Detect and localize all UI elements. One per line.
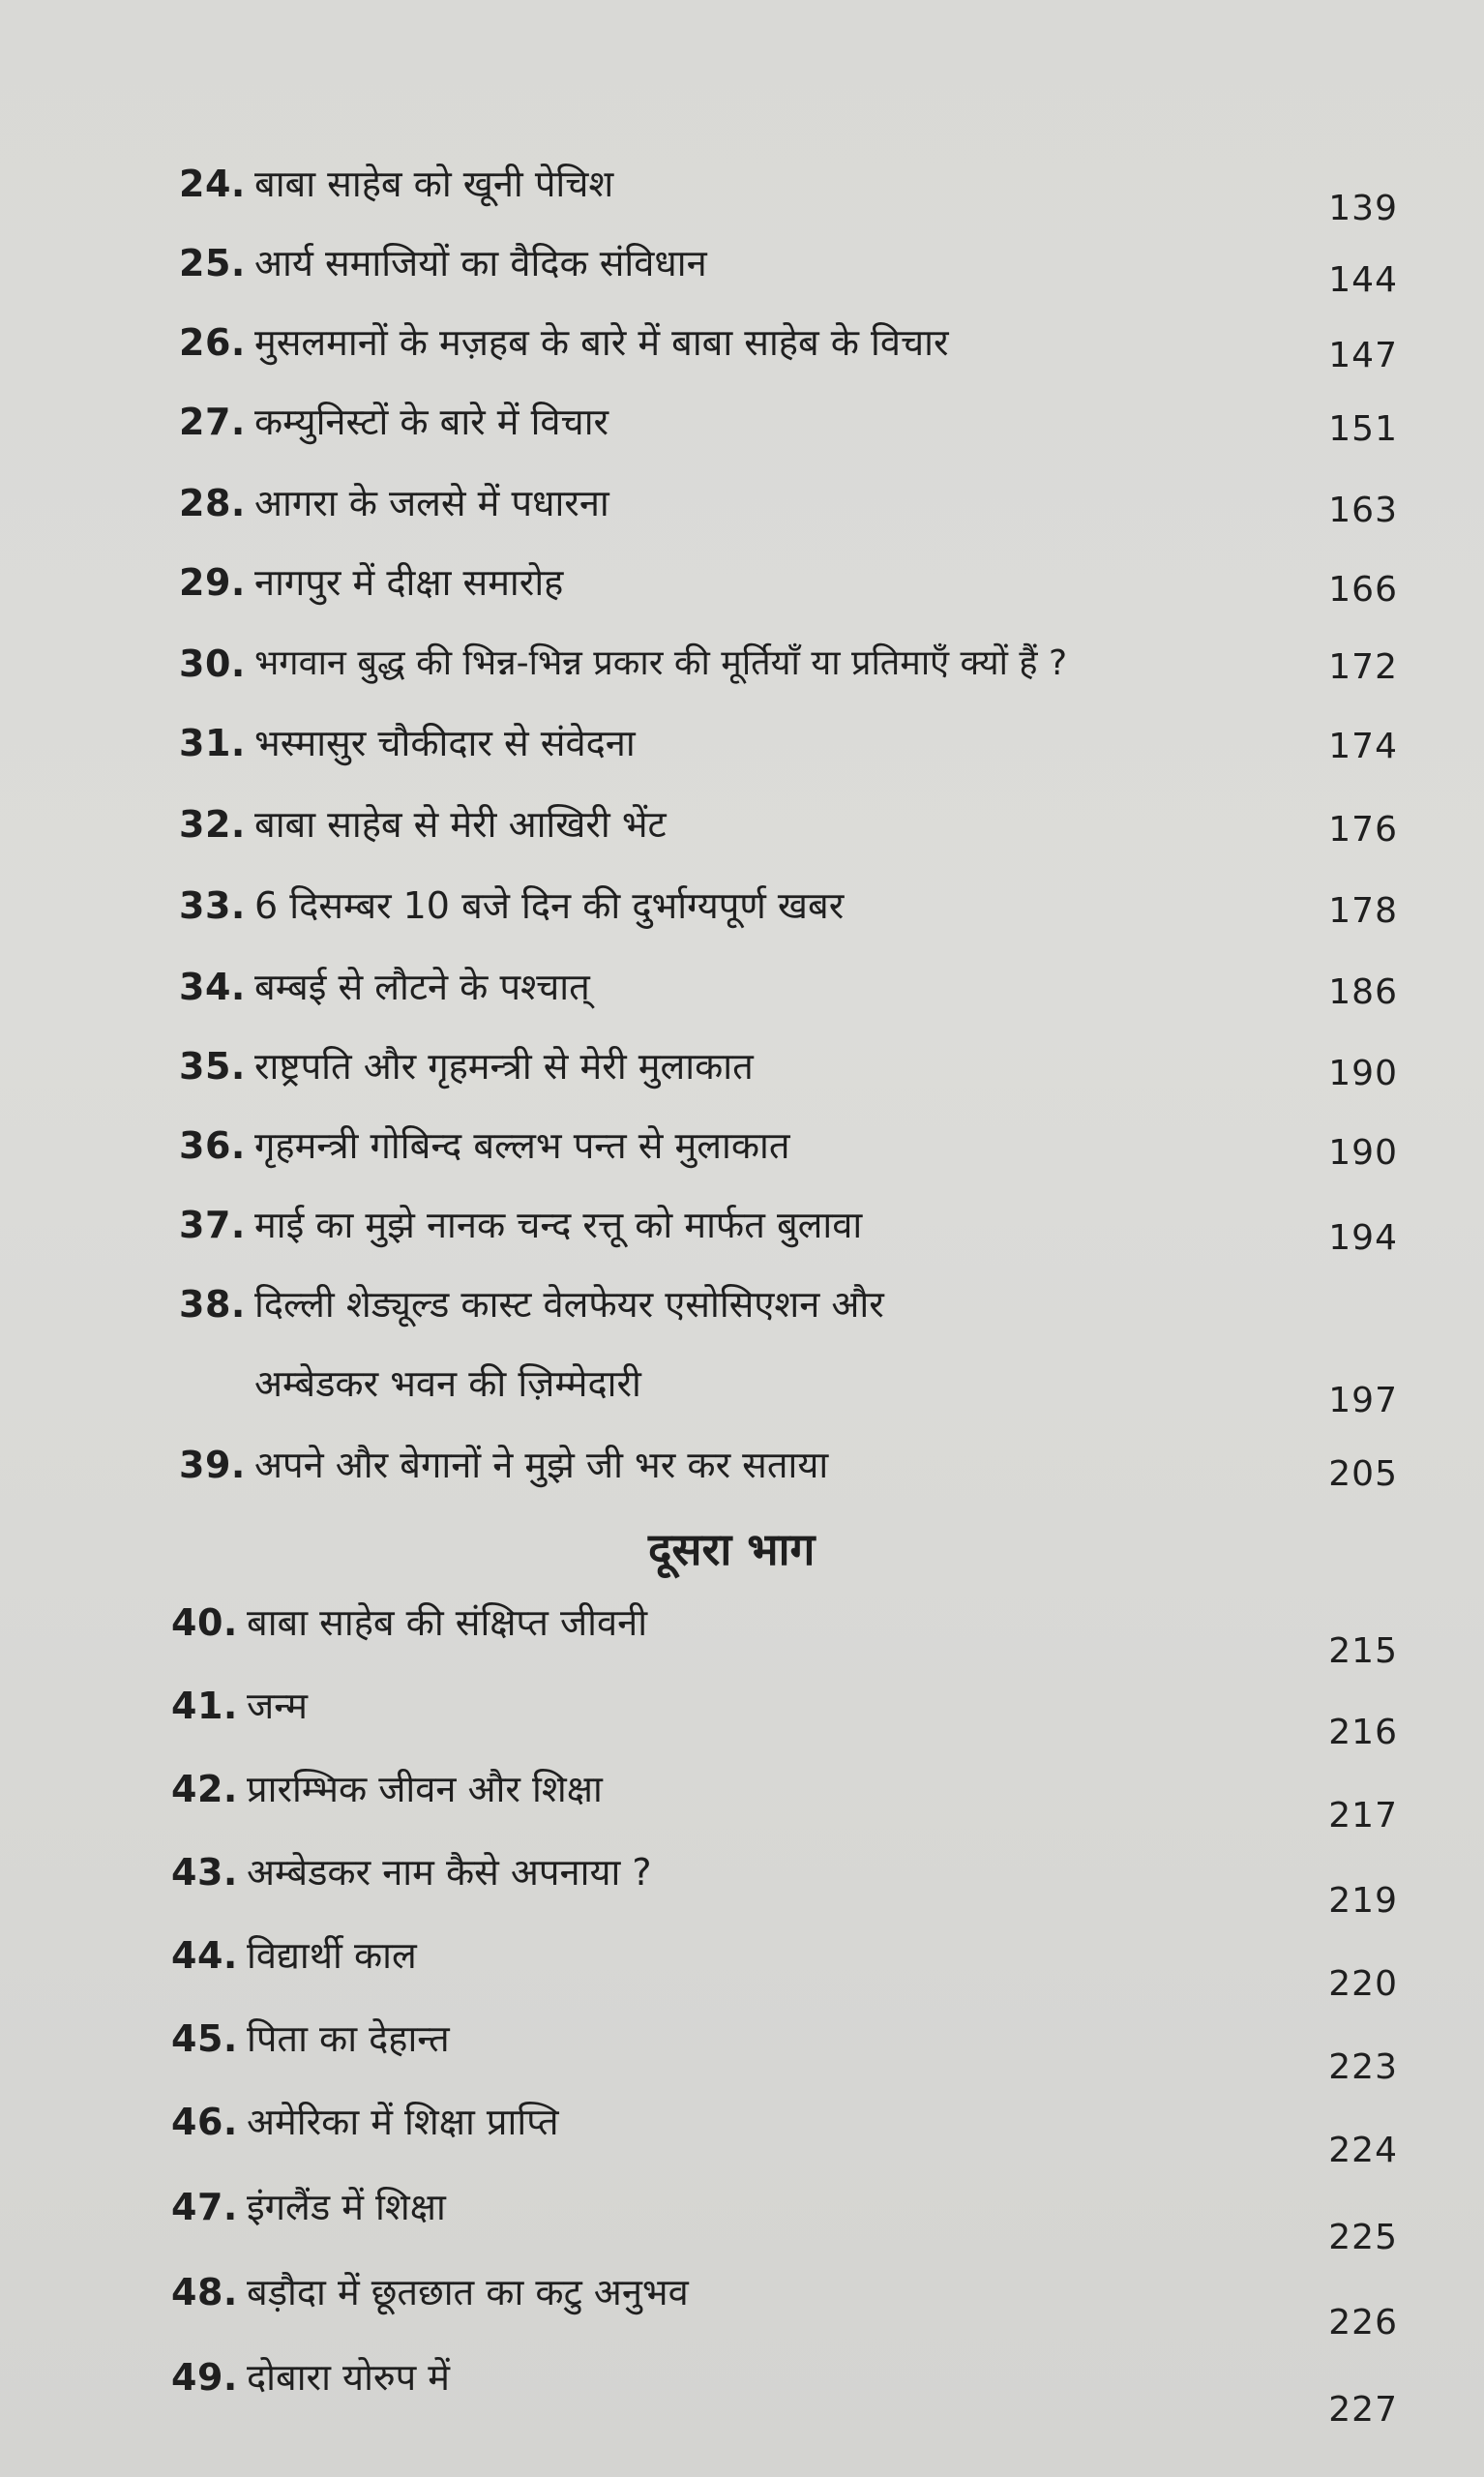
entry-number: 35. [179,1045,246,1088]
entry-title: बाबा साहेब से मेरी आखिरी भेंट [254,803,667,846]
entry-page-number: 178 [1328,891,1398,931]
toc-entry [171,1601,1398,1685]
entry-number: 45. [171,2017,238,2060]
toc-entry [179,884,1398,966]
entry-page-number: 197 [1328,1381,1398,1420]
entry-title-continued: अम्बेडकर भवन की ज़िम्मेदारी [254,1362,641,1405]
entry-number: 38. [179,1283,246,1326]
entry-number: 32. [179,803,246,846]
entry-number: 34. [179,966,246,1008]
entry-page-number: 190 [1328,1054,1398,1093]
entry-number: 27. [179,401,246,443]
entry-page-number: 219 [1328,1881,1398,1921]
toc-entry [179,966,1398,1045]
entry-number: 36. [179,1124,246,1167]
entry-title: भस्मासुर चौकीदार से संवेदना [254,722,636,764]
entry-number: 48. [171,2271,238,2313]
entry-number: 49. [171,2356,238,2399]
entry-title: दोबारा योरुप में [247,2356,451,2399]
toc-entry [179,242,1398,321]
toc-entry [179,1444,1398,1511]
entry-number: 44. [171,1934,238,1977]
entry-page-number: 144 [1328,260,1398,300]
toc-entry [171,1685,1398,1768]
toc-entry [179,321,1398,401]
toc-entry [179,482,1398,561]
entry-title: आगरा के जलसे में पधारना [254,482,609,524]
entry-page-number: 176 [1328,810,1398,850]
entry-page-number: 216 [1328,1713,1398,1752]
entry-title: अमेरिका में शिक्षा प्राप्ति [247,2101,559,2143]
entry-title: जन्म [247,1685,309,1727]
entry-page-number: 225 [1328,2218,1398,2257]
toc-entry [179,722,1398,803]
entry-title: कम्युनिस्टों के बारे में विचार [254,401,609,443]
entry-number: 33. [179,884,246,927]
toc-part-one [179,163,1398,1511]
toc-entry [171,2101,1398,2186]
toc-entry [171,2356,1398,2439]
entry-title: माई का मुझे नानक चन्द रत्तू को मार्फत बुलावा [254,1204,863,1246]
entry-page-number: 227 [1328,2390,1398,2430]
entry-title: इंगलैंड में शिक्षा [247,2186,446,2228]
entry-page-number: 172 [1328,647,1398,687]
entry-number: 31. [179,722,246,764]
entry-title: बड़ौदा में छूतछात का कटु अनुभव [247,2271,689,2313]
toc-entry [179,1283,1398,1444]
entry-title: 6 दिसम्बर 10 बजे दिन की दुर्भाग्यपूर्ण खबर [254,884,845,927]
entry-number: 25. [179,242,246,284]
toc-entry [171,2271,1398,2356]
entry-page-number: 174 [1328,727,1398,766]
entry-title: नागपुर में दीक्षा समारोह [254,561,564,604]
entry-number: 28. [179,482,246,524]
entry-title: विद्यार्थी काल [247,1934,417,1977]
entry-number: 37. [179,1204,246,1246]
entry-number: 41. [171,1685,238,1727]
entry-number: 47. [171,2186,238,2228]
entry-number: 42. [171,1768,238,1810]
entry-page-number: 224 [1328,2131,1398,2170]
toc-entry [179,561,1398,642]
entry-number: 43. [171,1851,238,1894]
entry-page-number: 151 [1328,409,1398,449]
entry-number: 24. [179,163,246,205]
entry-title: गृहमन्त्री गोबिन्द बल्लभ पन्त से मुलाकात [254,1124,790,1167]
entry-page-number: 186 [1328,972,1398,1012]
entry-page-number: 166 [1328,570,1398,610]
entry-number: 39. [179,1444,246,1486]
entry-page-number: 194 [1328,1218,1398,1258]
toc-part-two [171,1601,1398,2439]
entry-title: दिल्ली शेड्यूल्ड कास्ट वेलफेयर एसोसिएशन और [254,1283,884,1326]
entry-title: बाबा साहेब को खूनी पेचिश [254,163,614,205]
entry-page-number: 217 [1328,1796,1398,1835]
entry-page-number: 139 [1328,189,1398,228]
entry-page-number: 147 [1328,336,1398,375]
entry-title: पिता का देहान्त [247,2017,450,2060]
entry-title: प्रारम्भिक जीवन और शिक्षा [247,1768,603,1810]
section-heading: दूसरा भाग [648,1523,816,1575]
entry-number: 30. [179,642,246,685]
entry-page-number: 220 [1328,1964,1398,2004]
toc-entry [179,163,1398,242]
entry-page-number: 205 [1328,1454,1398,1494]
toc-entry [179,401,1398,482]
entry-title: बम्बई से लौटने के पश्चात् [254,966,590,1008]
toc-entry [179,642,1398,722]
entry-page-number: 190 [1328,1133,1398,1173]
entry-number: 46. [171,2101,238,2143]
toc-entry [171,2017,1398,2101]
toc-entry [179,1124,1398,1204]
entry-title: अम्बेडकर नाम कैसे अपनाया ? [247,1851,652,1894]
entry-page-number: 163 [1328,491,1398,530]
entry-title: राष्ट्रपति और गृहमन्त्री से मेरी मुलाकात [254,1045,754,1088]
entry-title: आर्य समाजियों का वैदिक संविधान [254,242,707,284]
entry-title: अपने और बेगानों ने मुझे जी भर कर सताया [254,1444,829,1486]
entry-number: 40. [171,1601,238,1644]
entry-number: 26. [179,321,246,364]
toc-entry [171,1768,1398,1851]
entry-page-number: 215 [1328,1631,1398,1671]
toc-entry [171,1934,1398,2017]
entry-title: बाबा साहेब की संक्षिप्त जीवनी [247,1601,648,1644]
entry-title: भगवान बुद्ध की भिन्न-भिन्न प्रकार की मूर्तियाँ या प्रतिमाएँ क्यों हैं ? [254,643,1068,683]
toc-entry [179,803,1398,884]
entry-title-block [254,1283,1398,1405]
entry-page-number: 223 [1328,2047,1398,2087]
entry-title: मुसलमानों के मज़हब के बारे में बाबा साहेब के विचार [254,321,949,364]
toc-entry [171,1851,1398,1934]
toc-entry [179,1045,1398,1124]
toc-entry [179,1204,1398,1283]
toc-entry [171,2186,1398,2271]
entry-number: 29. [179,561,246,604]
entry-page-number: 226 [1328,2303,1398,2343]
